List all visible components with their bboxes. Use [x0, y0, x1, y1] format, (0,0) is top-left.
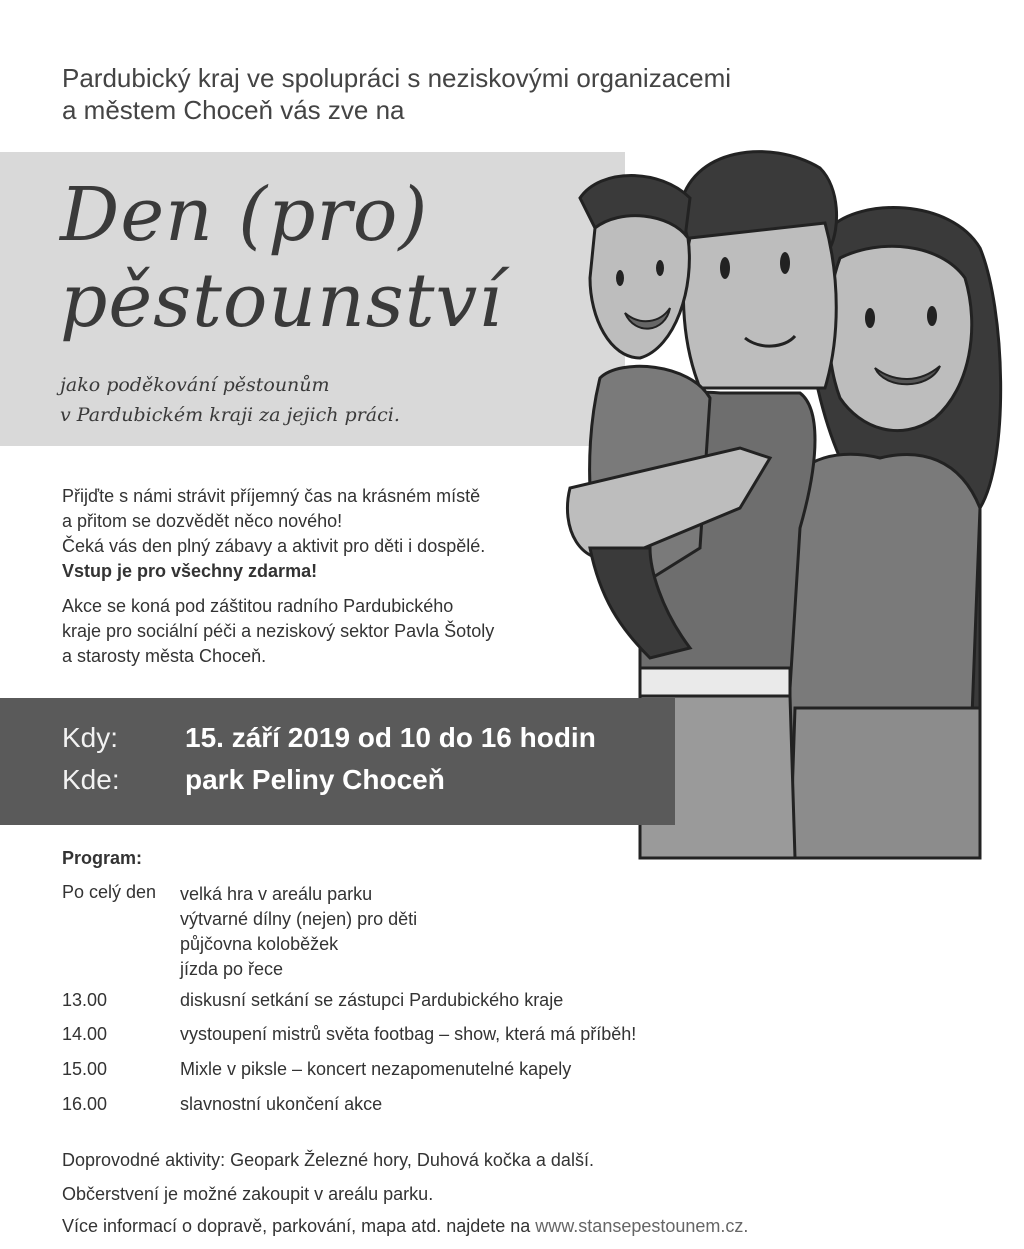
- accompanying-activities: Doprovodné aktivity: Geopark Železné hory, Duhová kočka a další.: [62, 1150, 594, 1170]
- patronage-line-1: Akce se koná pod záštitou radního Pardubického: [62, 596, 454, 616]
- intro-line-2: a městem Choceň vás zve na: [62, 95, 405, 125]
- program-activity: Mixle v piksle – koncert nezapomenutelné kapely: [180, 1059, 572, 1079]
- program-activity: vystoupení mistrů světa footbag – show, která má příběh!: [180, 1024, 637, 1044]
- program-time: 15.00: [62, 1059, 108, 1079]
- invite-line-2: a přitom se dozvědět něco nového!: [62, 511, 343, 531]
- patronage-text: [62, 594, 494, 669]
- program-activity: slavnostní ukončení akce: [180, 1094, 383, 1114]
- where-label: Kde:: [62, 764, 120, 795]
- website-link[interactable]: www.stansepestounem.cz.: [535, 1216, 749, 1236]
- program-time: 16.00: [62, 1094, 108, 1114]
- page-title-line-1: Den (pro): [60, 172, 429, 258]
- intro-line-1: Pardubický kraj ve spolupráci s neziskovými organizacemi: [62, 63, 732, 93]
- list-item: výtvarné dílny (nejen) pro děti: [180, 909, 418, 929]
- more-info-text: Více informací o dopravě, parkování, mapa atd. najdete na: [62, 1216, 531, 1236]
- when-value: 15. září 2019 od 10 do 16 hodin: [185, 722, 596, 753]
- invite-line-3: Čeká vás den plný zábavy a aktivit pro děti i dospělé.: [62, 536, 486, 556]
- list-item: velká hra v areálu parku: [180, 884, 373, 904]
- event-info-band: [0, 698, 675, 825]
- where-value: park Peliny Choceň: [185, 764, 445, 795]
- program-heading: Program:: [62, 848, 143, 868]
- program-activity: diskusní setkání se zástupci Pardubického kraje: [180, 990, 564, 1010]
- invite-line-1: Přijďte s námi strávit příjemný čas na krásném místě: [62, 486, 481, 506]
- invitation-text: [62, 484, 485, 584]
- patronage-line-3: a starosty města Choceň.: [62, 646, 267, 666]
- refreshments-note: Občerstvení je možné zakoupit v areálu parku.: [62, 1184, 434, 1204]
- when-label: Kdy:: [62, 722, 119, 753]
- subtitle: [60, 370, 400, 430]
- more-info-line: [62, 1216, 748, 1237]
- patronage-line-2: kraje pro sociální péči a neziskový sektor Pavla Šotoly: [62, 621, 495, 641]
- page-title-line-2: pěstounství: [60, 258, 503, 344]
- list-item: jízda po řece: [180, 959, 284, 979]
- free-entry-note: Vstup je pro všechny zdarma!: [62, 561, 318, 581]
- intro-text: [62, 62, 822, 126]
- list-item: půjčovna koloběžek: [180, 934, 339, 954]
- program-all-day-label: Po celý den: [62, 882, 157, 902]
- subtitle-line-1: jako poděkování pěstounům: [60, 374, 330, 396]
- subtitle-line-2: v Pardubickém kraji za jejich práci.: [60, 404, 400, 426]
- program-time: 13.00: [62, 990, 108, 1010]
- program-time: 14.00: [62, 1024, 108, 1044]
- program-all-day-list: [180, 882, 417, 982]
